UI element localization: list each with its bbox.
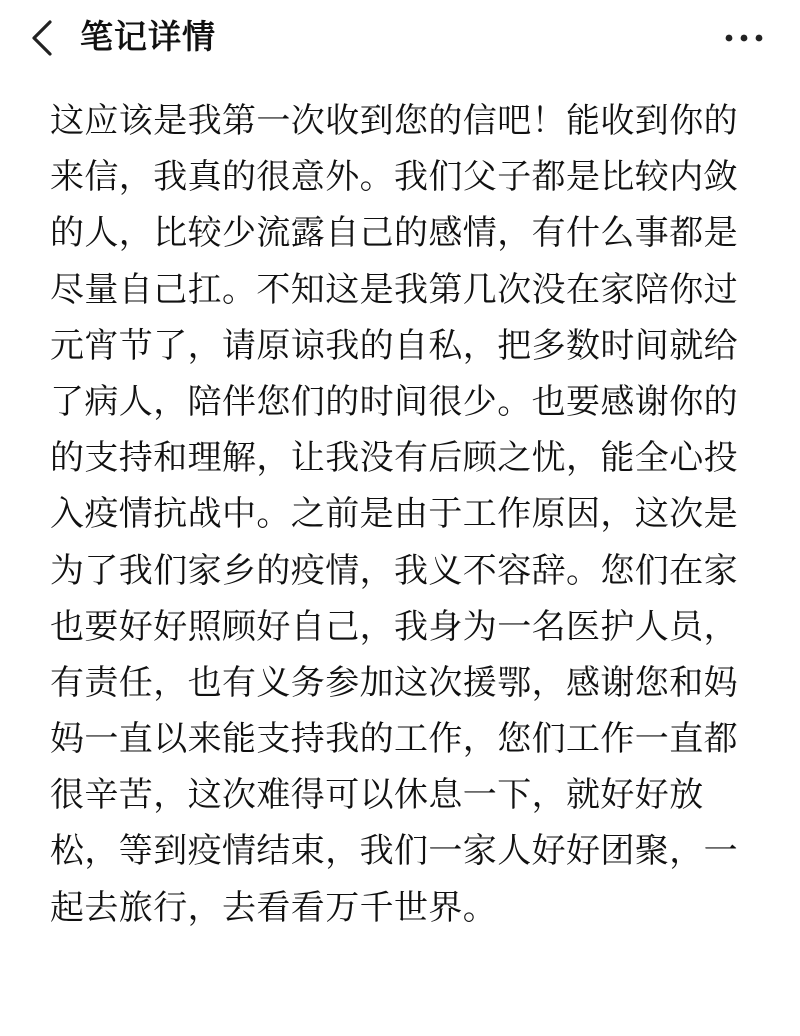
- note-text-line: 为了我们家乡的疫情，我义不容辞。您们在家: [50, 550, 738, 591]
- note-text-line: 的人，比较少流露自己的感情，有什么事都是: [50, 213, 738, 254]
- note-text-line: 也要好好照顾好自己，我身为一名医护人员，: [50, 606, 738, 647]
- note-text-line: 来信，我真的很意外。我们父子都是比较内敛: [50, 157, 738, 198]
- note-text-line: 松，等到疫情结束，我们一家人好好团聚，一: [50, 831, 738, 872]
- back-button[interactable]: [22, 16, 62, 60]
- more-button[interactable]: [716, 18, 772, 58]
- note-text-line: 的支持和理解，让我没有后顾之忧，能全心投: [50, 438, 738, 479]
- more-horizontal-icon: [724, 33, 764, 43]
- note-content: [50, 93, 750, 936]
- note-text-line: 起去旅行，去看看万千世界。: [50, 887, 498, 928]
- chevron-left-icon: [30, 20, 54, 56]
- note-text-line: 这应该是我第一次收到您的信吧！能收到你的: [50, 101, 738, 141]
- top-bar: [0, 0, 800, 76]
- note-text-line: 入疫情抗战中。之前是由于工作原因，这次是: [50, 494, 738, 535]
- page-title: 笔记详情: [80, 17, 216, 56]
- note-text-line: 了病人，陪伴您们的时间很少。也要感谢你的: [50, 381, 738, 422]
- note-text-line: 有责任，也有义务参加这次援鄂，感谢您和妈: [50, 662, 738, 703]
- note-text-line: 妈一直以来能支持我的工作，您们工作一直都: [50, 719, 738, 760]
- note-text-line: 尽量自己扛。不知这是我第几次没在家陪你过: [50, 269, 738, 310]
- note-text-line: 很辛苦，这次难得可以休息一下，就好好放: [50, 775, 704, 816]
- note-text-line: 元宵节了，请原谅我的自私，把多数时间就给: [50, 325, 738, 366]
